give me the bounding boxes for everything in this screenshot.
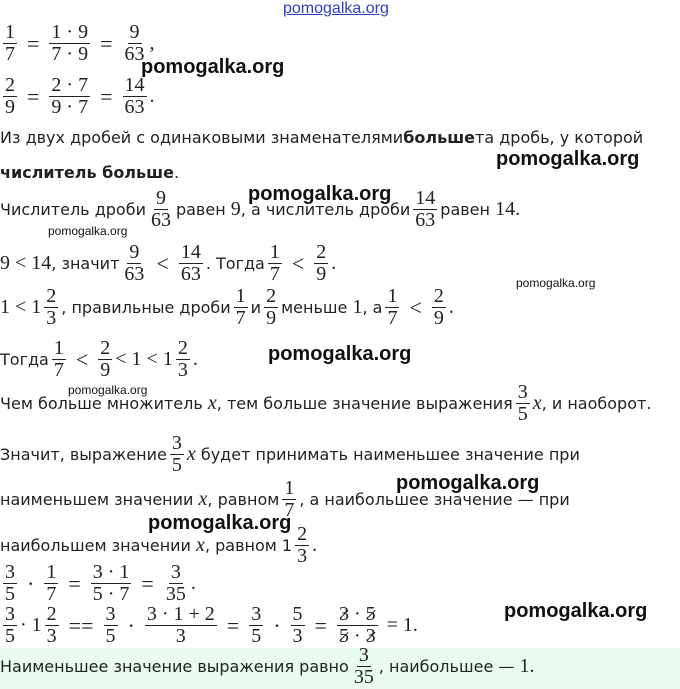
fraction: $\frac{1}{7}$ — [387, 285, 398, 329]
answer-line: Наименьшее значение выражения равно $\frac{3}{35}$ , наибольшее — 1. — [0, 644, 535, 688]
fraction: $\frac{1 \cdot 9}{7 \cdot 9}$ — [51, 21, 89, 65]
watermark: pomogalka.org — [268, 343, 412, 365]
watermark: pomogalka.org — [48, 224, 128, 238]
compare-line-1: 9 < 14 , значит $\frac{9}{63}$ < $\frac{14}{63}$ . Тогда $\frac{1}{7}$ < $\frac{2}{9}$ . — [0, 241, 337, 285]
fraction: $\frac{5}{3}$ — [292, 603, 303, 647]
fraction: $\frac{2 \cdot 7}{9 \cdot 7}$ — [51, 74, 89, 118]
fraction: $\frac{2}{9}$ — [5, 74, 15, 118]
watermark: pomogalka.org — [516, 276, 596, 290]
factor-line: Чем больше множитель x , тем больше значение выражения $\frac{3}{5}$ x , и наоборот. — [0, 381, 652, 425]
compare-line-2: 1 < 1 $\frac{2}{3}$ , правильные дроби $\frac{1}{7}$ и $\frac{2}{9}$ меньше 1 , а $\frac{1}{7}$ < $\frac{2}{9}$ . — [0, 285, 454, 329]
means-line-1: Значит, выражение $\frac{3}{5}$ x будет принимать наименьшее значение при — [0, 432, 580, 476]
chain-line: Тогда $\frac{1}{7}$ < $\frac{2}{9}$ < 1 < 1 $\frac{2}{3}$ . — [0, 337, 198, 381]
fraction: $\frac{1}{7}$ — [284, 477, 295, 521]
fraction: $\frac{2}{3}$ — [297, 523, 308, 567]
means-line-2: наименьшем значении x , равном $\frac{1}{7}$ , а наибольшее значение — при — [0, 477, 570, 521]
fraction: $\frac{2}{3}$ — [46, 603, 57, 647]
fraction: $\frac{3 \cdot 1 + 2}{3}$ — [146, 603, 215, 647]
fraction: $\frac{1}{7}$ — [5, 21, 15, 65]
equation-1: $\frac{1}{7}$ = $\frac{1 \cdot 9}{7 \cdot 9}$ = $\frac{9}{63}$ , — [5, 21, 155, 65]
watermark: pomogalka.org — [148, 512, 292, 534]
rule-line-1: Из двух дробей с одинаковыми знаменателями больше та дробь, у которой — [0, 128, 644, 147]
fraction: $\frac{3}{5}$ — [5, 561, 15, 605]
watermark: pomogalka.org — [68, 383, 148, 397]
fraction: $\frac{3}{5}$ — [5, 603, 15, 647]
watermark: pomogalka.org — [141, 56, 285, 78]
calc-line-2: $\frac{3}{5}$ · 1 $\frac{2}{3}$ == $\frac{3}{5}$ · $\frac{3 \cdot 1 + 2}{3}$ = $\frac{3}{5}$ · $\frac{5}{3}$ = $\frac{3 \cdot 5}{5 \cdot 3}$ = 1. — [5, 603, 418, 647]
fraction: $\frac{14}{63}$ — [180, 241, 201, 285]
fraction: $\frac{1}{7}$ — [46, 561, 57, 605]
watermark: pomogalka.org — [496, 148, 640, 170]
fraction: $\frac{2}{9}$ — [316, 241, 327, 285]
fraction: $\frac{2}{9}$ — [433, 285, 444, 329]
fraction: $\frac{3}{35}$ — [165, 561, 186, 605]
fraction: $\frac{9}{63}$ — [124, 21, 145, 65]
watermark-link[interactable]: pomogalka.org — [283, 0, 389, 17]
fraction: $\frac{2}{3}$ — [46, 285, 57, 329]
fraction: $\frac{9}{63}$ — [124, 241, 145, 285]
fraction: $\frac{9}{63}$ — [150, 187, 171, 231]
fraction: $\frac{1}{7}$ — [53, 337, 64, 381]
watermark: pomogalka.org — [396, 472, 540, 494]
rule-line-2: числитель больше . — [0, 163, 180, 182]
fraction: $\frac{1}{7}$ — [269, 241, 280, 285]
fraction: $\frac{2}{9}$ — [266, 285, 277, 329]
means-line-3: наибольшем значении x , равном 1 $\frac{2}{3}$ . — [0, 523, 318, 567]
cancelled-fraction: $\frac{3 \cdot 5}{5 \cdot 3}$ — [338, 603, 376, 647]
fraction: $\frac{3}{5}$ — [171, 432, 182, 476]
watermark: pomogalka.org — [248, 183, 392, 205]
fraction: $\frac{14}{63}$ — [124, 74, 145, 118]
equation-2: $\frac{2}{9}$ = $\frac{2 \cdot 7}{9 \cdot 7}$ = $\frac{14}{63}$ . — [5, 74, 155, 118]
fraction: $\frac{1}{7}$ — [235, 285, 246, 329]
fraction: $\frac{3}{5}$ — [517, 381, 528, 425]
fraction: $\frac{14}{63}$ — [415, 187, 436, 231]
fraction: $\frac{3}{5}$ — [251, 603, 262, 647]
calc-line-1: $\frac{3}{5}$ · $\frac{1}{7}$ = $\frac{3 \cdot 1}{5 \cdot 7}$ = $\frac{3}{35}$ . — [5, 561, 196, 605]
numerators-line: Числитель дроби $\frac{9}{63}$ равен 9 , а числитель дроби $\frac{14}{63}$ равен 14. — [0, 187, 521, 231]
fraction: $\frac{3 \cdot 1}{5 \cdot 7}$ — [92, 561, 130, 605]
fraction: $\frac{2}{9}$ — [100, 337, 111, 381]
watermark: pomogalka.org — [504, 600, 648, 622]
fraction: $\frac{2}{3}$ — [177, 337, 188, 381]
fraction: $\frac{3}{35}$ — [353, 644, 374, 688]
fraction: $\frac{3}{5}$ — [105, 603, 116, 647]
